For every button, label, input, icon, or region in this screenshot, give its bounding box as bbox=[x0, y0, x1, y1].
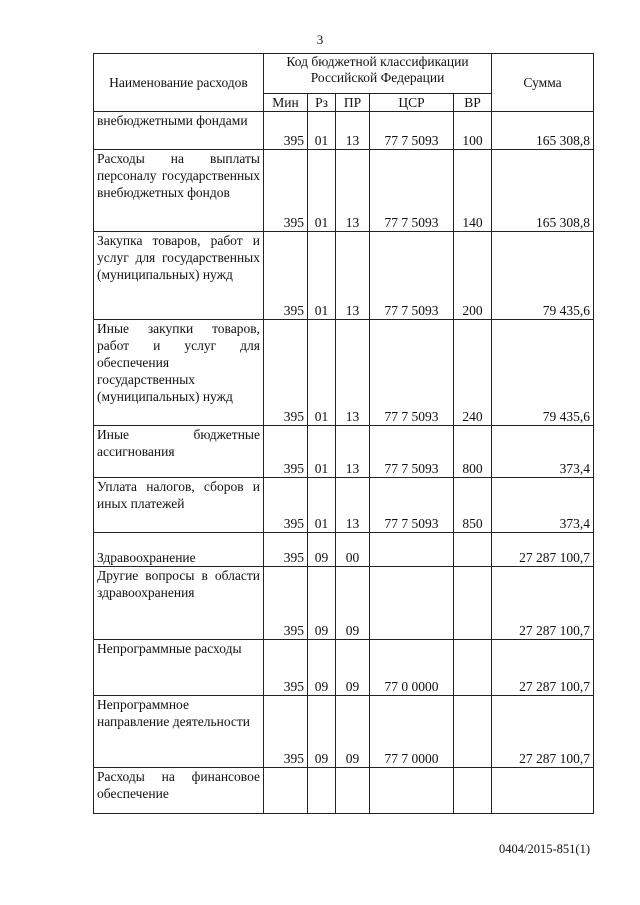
row-sum: 27 287 100,7 bbox=[492, 640, 594, 696]
table-row bbox=[94, 478, 594, 533]
row-vr: 200 bbox=[454, 232, 492, 320]
row-name: Непрограммные расходы bbox=[94, 640, 264, 696]
row-name: Другие вопросы в области здравоохранения bbox=[94, 567, 264, 640]
table-row bbox=[94, 640, 594, 696]
row-min: 395 bbox=[264, 696, 308, 768]
header-sum: Сумма bbox=[492, 54, 594, 112]
row-min: 395 bbox=[264, 478, 308, 533]
budget-table bbox=[93, 53, 594, 814]
header-name: Наименование расходов bbox=[94, 54, 264, 112]
row-csr: 77 7 5093 bbox=[370, 426, 454, 478]
row-sum: 79 435,6 bbox=[492, 320, 594, 426]
row-name: Иные бюджетные ассигнования bbox=[94, 426, 264, 478]
row-csr bbox=[370, 567, 454, 640]
row-pr: 13 bbox=[336, 478, 370, 533]
row-min: 395 bbox=[264, 567, 308, 640]
row-vr: 850 bbox=[454, 478, 492, 533]
row-sum: 27 287 100,7 bbox=[492, 696, 594, 768]
row-rz: 01 bbox=[308, 320, 336, 426]
row-vr: 800 bbox=[454, 426, 492, 478]
row-name: Уплата налогов, сборов и иных платежей bbox=[94, 478, 264, 533]
row-min: 395 bbox=[264, 533, 308, 567]
row-vr: 240 bbox=[454, 320, 492, 426]
table-row bbox=[94, 696, 594, 768]
row-name: Расходы на выплаты персоналу государственных внебюджетных фондов bbox=[94, 150, 264, 232]
row-rz bbox=[308, 768, 336, 814]
row-rz: 09 bbox=[308, 567, 336, 640]
row-csr: 77 7 0000 bbox=[370, 696, 454, 768]
row-min: 395 bbox=[264, 112, 308, 150]
document-code: 0404/2015-851(1) bbox=[499, 842, 590, 856]
row-pr: 13 bbox=[336, 232, 370, 320]
row-min: 395 bbox=[264, 232, 308, 320]
row-sum: 27 287 100,7 bbox=[492, 533, 594, 567]
row-sum bbox=[492, 768, 594, 814]
header-rz: Рз bbox=[308, 94, 336, 112]
row-vr bbox=[454, 567, 492, 640]
row-vr bbox=[454, 768, 492, 814]
table-row bbox=[94, 426, 594, 478]
row-min bbox=[264, 768, 308, 814]
row-csr: 77 7 5093 bbox=[370, 150, 454, 232]
row-pr: 09 bbox=[336, 640, 370, 696]
table-row bbox=[94, 150, 594, 232]
header-min: Мин bbox=[264, 94, 308, 112]
row-csr: 77 7 5093 bbox=[370, 232, 454, 320]
row-pr: 09 bbox=[336, 567, 370, 640]
row-vr bbox=[454, 640, 492, 696]
row-name: Закупка товаров, работ и услуг для государственных (муниципальных) нужд bbox=[94, 232, 264, 320]
row-pr: 09 bbox=[336, 696, 370, 768]
row-pr bbox=[336, 768, 370, 814]
row-csr bbox=[370, 533, 454, 567]
row-csr: 77 7 5093 bbox=[370, 478, 454, 533]
row-rz: 09 bbox=[308, 696, 336, 768]
row-rz: 01 bbox=[308, 426, 336, 478]
row-rz: 01 bbox=[308, 232, 336, 320]
row-sum: 165 308,8 bbox=[492, 112, 594, 150]
row-sum: 27 287 100,7 bbox=[492, 567, 594, 640]
row-sum: 373,4 bbox=[492, 478, 594, 533]
table-row bbox=[94, 232, 594, 320]
row-min: 395 bbox=[264, 150, 308, 232]
row-sum: 165 308,8 bbox=[492, 150, 594, 232]
row-pr: 13 bbox=[336, 150, 370, 232]
page-number: 3 bbox=[316, 32, 324, 47]
row-rz: 09 bbox=[308, 533, 336, 567]
row-pr: 13 bbox=[336, 426, 370, 478]
table-row bbox=[94, 320, 594, 426]
row-pr: 13 bbox=[336, 320, 370, 426]
row-name: Непрограммное направление деятельности bbox=[94, 696, 264, 768]
row-name: внебюджетными фондами bbox=[94, 112, 264, 150]
row-csr: 77 7 5093 bbox=[370, 112, 454, 150]
row-rz: 01 bbox=[308, 150, 336, 232]
row-vr bbox=[454, 696, 492, 768]
row-pr: 00 bbox=[336, 533, 370, 567]
row-pr: 13 bbox=[336, 112, 370, 150]
row-csr: 77 0 0000 bbox=[370, 640, 454, 696]
row-rz: 09 bbox=[308, 640, 336, 696]
row-rz: 01 bbox=[308, 112, 336, 150]
table-row bbox=[94, 567, 594, 640]
row-rz: 01 bbox=[308, 478, 336, 533]
row-name: Иные закупки товаров, работ и услуг для обеспечения государственных (муниципальных) нужд bbox=[94, 320, 264, 426]
row-min: 395 bbox=[264, 320, 308, 426]
header-vr: ВР bbox=[454, 94, 492, 112]
row-min: 395 bbox=[264, 640, 308, 696]
row-vr bbox=[454, 533, 492, 567]
row-min: 395 bbox=[264, 426, 308, 478]
row-name: Здравоохранение bbox=[94, 533, 264, 567]
row-sum: 79 435,6 bbox=[492, 232, 594, 320]
row-vr: 100 bbox=[454, 112, 492, 150]
header-code-group: Код бюджетной классификации Российской Федерации bbox=[264, 54, 492, 94]
row-name: Расходы на финансовое обеспечение bbox=[94, 768, 264, 814]
table-row bbox=[94, 768, 594, 814]
row-csr: 77 7 5093 bbox=[370, 320, 454, 426]
row-sum: 373,4 bbox=[492, 426, 594, 478]
header-csr: ЦСР bbox=[370, 94, 454, 112]
row-vr: 140 bbox=[454, 150, 492, 232]
row-csr bbox=[370, 768, 454, 814]
header-pr: ПР bbox=[336, 94, 370, 112]
table-row bbox=[94, 533, 594, 567]
table-row bbox=[94, 112, 594, 150]
